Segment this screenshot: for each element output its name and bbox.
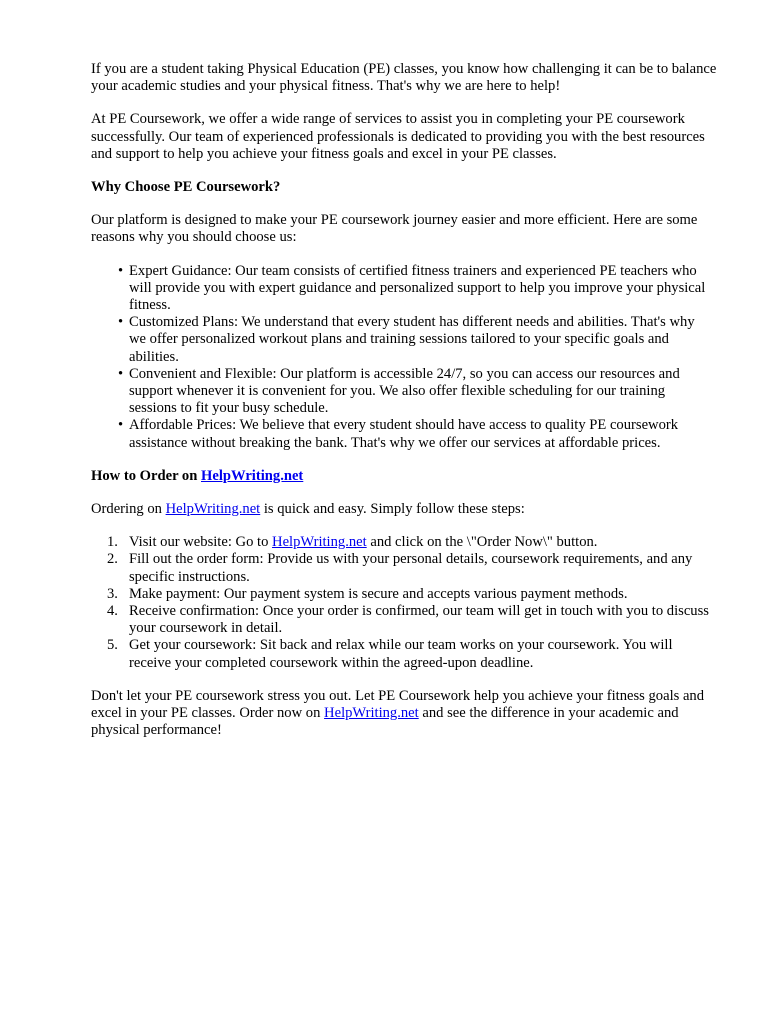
bullet-icon: • bbox=[118, 365, 124, 382]
step-number: 4. bbox=[107, 603, 118, 620]
list-item bbox=[118, 314, 721, 366]
step-number: 3. bbox=[107, 585, 118, 602]
list-item bbox=[118, 365, 721, 418]
list-item bbox=[107, 551, 721, 585]
list-item-text: Expert Guidance: Our team consists of certified fitness trainers and experienced PE teachers who will provide you with expert guidance and personalized support to help you improve your physical fitness. bbox=[129, 262, 706, 314]
bullet-icon: • bbox=[118, 262, 124, 279]
order-steps-list bbox=[91, 534, 721, 672]
list-item bbox=[107, 637, 721, 671]
why-choose-heading: Why Choose PE Coursework? bbox=[91, 179, 281, 196]
helpwriting-link-lead[interactable]: HelpWriting.net bbox=[165, 501, 261, 518]
step-text: Get your coursework: Sit back and relax while our team works on your coursework. You will receive your completed coursework within the agreed-upon deadline. bbox=[129, 637, 673, 671]
reasons-list bbox=[91, 263, 721, 452]
list-item bbox=[107, 585, 721, 603]
step-text: Make payment: Our payment system is secure and accepts various payment methods. bbox=[129, 585, 628, 602]
ordering-lead-before: Ordering on bbox=[91, 501, 166, 518]
list-item-text: Convenient and Flexible: Our platform is accessible 24/7, so you can access our resources and support whenever it is convenient for you. We also offer flexible scheduling for our training sessions to fit your busy schedule. bbox=[129, 365, 680, 417]
bullet-icon: • bbox=[118, 417, 124, 434]
closing-paragraph bbox=[91, 688, 721, 740]
intro-paragraph-2: At PE Coursework, we offer a wide range of services to assist you in completing your PE coursework successfully. Our team of experienced professionals is dedicated to providing you with the best resources and support to help you achieve your fitness goals and excel in your PE classes. bbox=[91, 111, 705, 162]
step-number: 5. bbox=[107, 637, 118, 654]
step-text-after: and click on the \"Order Now\" button. bbox=[366, 534, 598, 551]
helpwriting-link-closing[interactable]: HelpWriting.net bbox=[324, 705, 419, 722]
closing-after: and see the difference in your academic and physical performance! bbox=[91, 705, 679, 739]
list-item-text: Affordable Prices: We believe that every student should have access to quality PE coursework assistance without breaking the bank. That's why we offer our services at affordable prices. bbox=[129, 417, 679, 451]
step-number: 1. bbox=[107, 534, 118, 551]
bullet-icon: • bbox=[118, 314, 124, 331]
list-item bbox=[107, 603, 721, 637]
why-choose-lead: Our platform is designed to make your PE coursework journey easier and more efficient. Here are some reasons why you should choose us: bbox=[91, 212, 698, 246]
helpwriting-link-heading[interactable]: HelpWriting.net bbox=[201, 467, 304, 484]
intro-paragraph-1: If you are a student taking Physical Education (PE) classes, you know how challenging it can be to balance your academic studies and your physical fitness. That's why we are here to help! bbox=[91, 61, 717, 95]
list-item bbox=[107, 534, 721, 551]
list-item-text: Customized Plans: We understand that every student has different needs and abilities. That's why we offer personalized workout plans and training sessions tailored to your specific goals and abilities. bbox=[129, 314, 695, 365]
helpwriting-link-step[interactable]: HelpWriting.net bbox=[272, 534, 367, 551]
closing-before: Don't let your PE coursework stress you out. Let PE Coursework help you achieve your fitness goals and excel in your PE classes. Order now on bbox=[91, 687, 705, 722]
list-item bbox=[118, 417, 721, 451]
step-text: Fill out the order form: Provide us with your personal details, coursework requirements, and any specific instructions. bbox=[129, 551, 693, 585]
step-number: 2. bbox=[107, 551, 118, 568]
heading-prefix: How to Order on bbox=[91, 467, 201, 484]
document-page bbox=[91, 61, 721, 756]
ordering-lead-after: is quick and easy. Simply follow these steps: bbox=[260, 501, 525, 518]
step-text: Receive confirmation: Once your order is confirmed, our team will get in touch with you to discuss your coursework in detail. bbox=[129, 603, 709, 637]
list-item bbox=[118, 262, 721, 315]
ordering-lead bbox=[91, 501, 721, 518]
how-to-order-heading bbox=[91, 468, 721, 485]
step-text-before: Visit our website: Go to bbox=[129, 534, 273, 551]
